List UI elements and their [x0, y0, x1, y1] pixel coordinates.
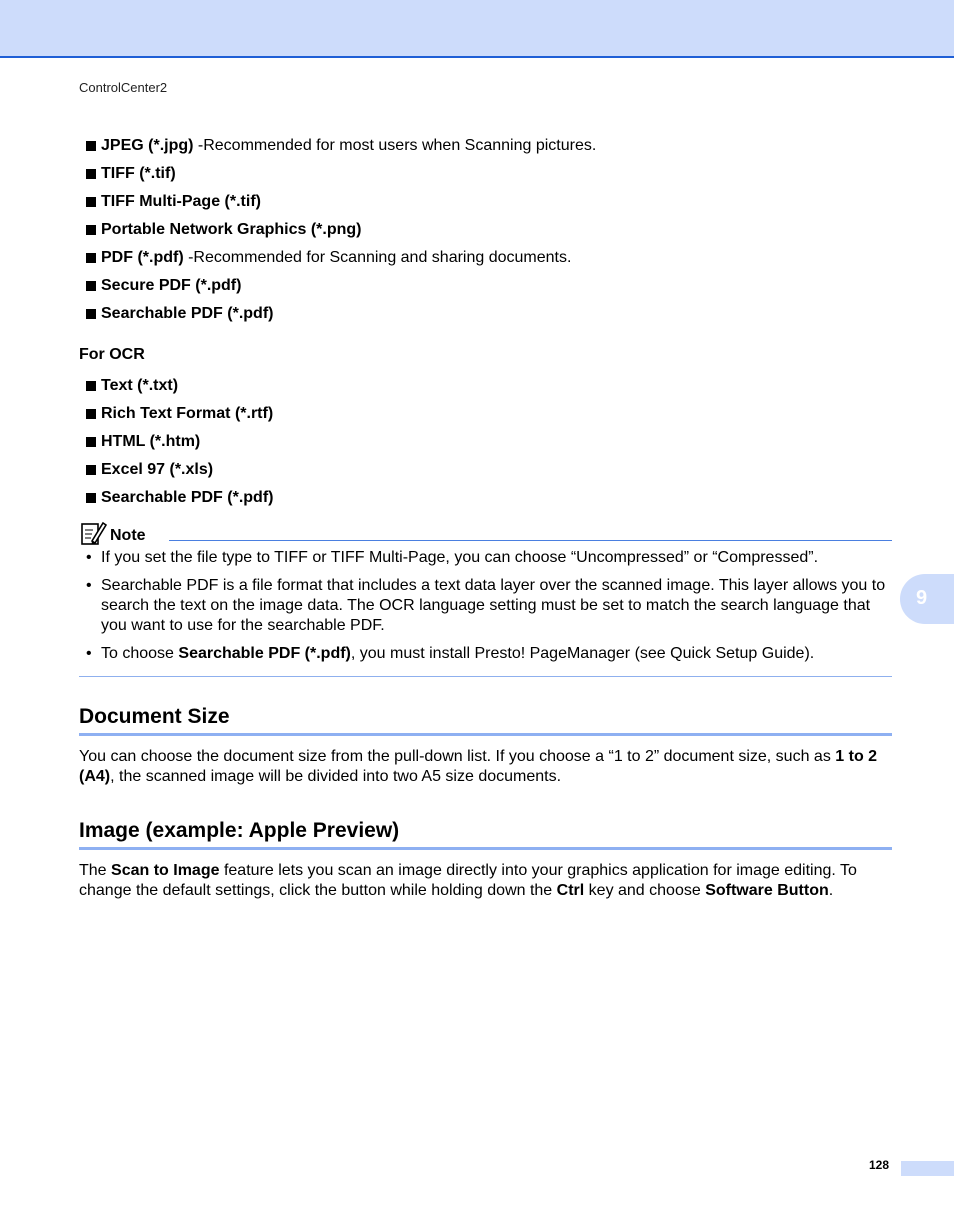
square-bullet-icon [86, 197, 96, 207]
list-item: Secure PDF (*.pdf) [86, 272, 596, 300]
square-bullet-icon [86, 169, 96, 179]
page-number: 128 [869, 1158, 890, 1172]
section-rule [79, 847, 892, 850]
note-pencil-icon [79, 520, 107, 546]
note-header [79, 520, 892, 546]
square-bullet-icon [86, 253, 96, 263]
list-item: • If you set the file type to TIFF or TIFF Multi-Page, you can choose “Uncompressed” or “Compressed”. [86, 549, 819, 566]
section-title-document-size: Document Size [79, 705, 230, 728]
list-item: Searchable PDF (*.pdf) [86, 484, 273, 512]
list-item: Excel 97 (*.xls) [86, 456, 273, 484]
list-item: TIFF Multi-Page (*.tif) [86, 188, 596, 216]
square-bullet-icon [86, 381, 96, 391]
file-type-list [86, 132, 596, 328]
list-item: TIFF (*.tif) [86, 160, 596, 188]
for-ocr-heading: For OCR [79, 346, 145, 363]
square-bullet-icon [86, 141, 96, 151]
square-bullet-icon [86, 309, 96, 319]
running-head: ControlCenter2 [79, 80, 168, 95]
bullet-dot: • [86, 577, 92, 594]
chapter-tab [900, 574, 954, 624]
list-item: • Searchable PDF is a file format that includes a text data layer over the scanned image. This layer allows you to search the text on the image data. The OCR language setting must be set to match the search language that you want to use for the searchable PDF. [86, 577, 886, 634]
header-band [0, 0, 954, 58]
square-bullet-icon [86, 493, 96, 503]
square-bullet-icon [86, 437, 96, 447]
list-item: Text (*.txt) [86, 372, 273, 400]
page-number-tab [901, 1161, 954, 1176]
list-item: PDF (*.pdf) -Recommended for Scanning and sharing documents. [86, 244, 596, 272]
section-rule [79, 733, 892, 736]
list-item: Rich Text Format (*.rtf) [86, 400, 273, 428]
list-item: Portable Network Graphics (*.png) [86, 216, 596, 244]
note-list [86, 548, 892, 672]
note-label: Note [110, 527, 146, 544]
list-item: JPEG (*.jpg) -Recommended for most users when Scanning pictures. [86, 132, 596, 160]
list-item: • To choose Searchable PDF (*.pdf), you must install Presto! PageManager (see Quick Setup Guide). [86, 645, 815, 662]
square-bullet-icon [86, 465, 96, 475]
bullet-dot: • [86, 549, 92, 566]
ocr-type-list [86, 372, 273, 512]
note-rule [169, 540, 892, 541]
square-bullet-icon [86, 225, 96, 235]
chapter-number: 9 [916, 587, 928, 609]
note-end-rule [79, 676, 892, 677]
list-item: HTML (*.htm) [86, 428, 273, 456]
bullet-dot: • [86, 645, 92, 662]
image-paragraph: The Scan to Image feature lets you scan an image directly into your graphics application for image editing. To change the default settings, click the button while holding down the Ctrl key and choose Software Button. [79, 862, 857, 899]
square-bullet-icon [86, 409, 96, 419]
document-size-paragraph: You can choose the document size from the pull-down list. If you choose a “1 to 2” document size, such as 1 to 2 (A4), the scanned image will be divided into two A5 size documents. [79, 748, 878, 785]
list-item: Searchable PDF (*.pdf) [86, 300, 596, 328]
section-title-image: Image (example: Apple Preview) [79, 819, 400, 842]
square-bullet-icon [86, 281, 96, 291]
